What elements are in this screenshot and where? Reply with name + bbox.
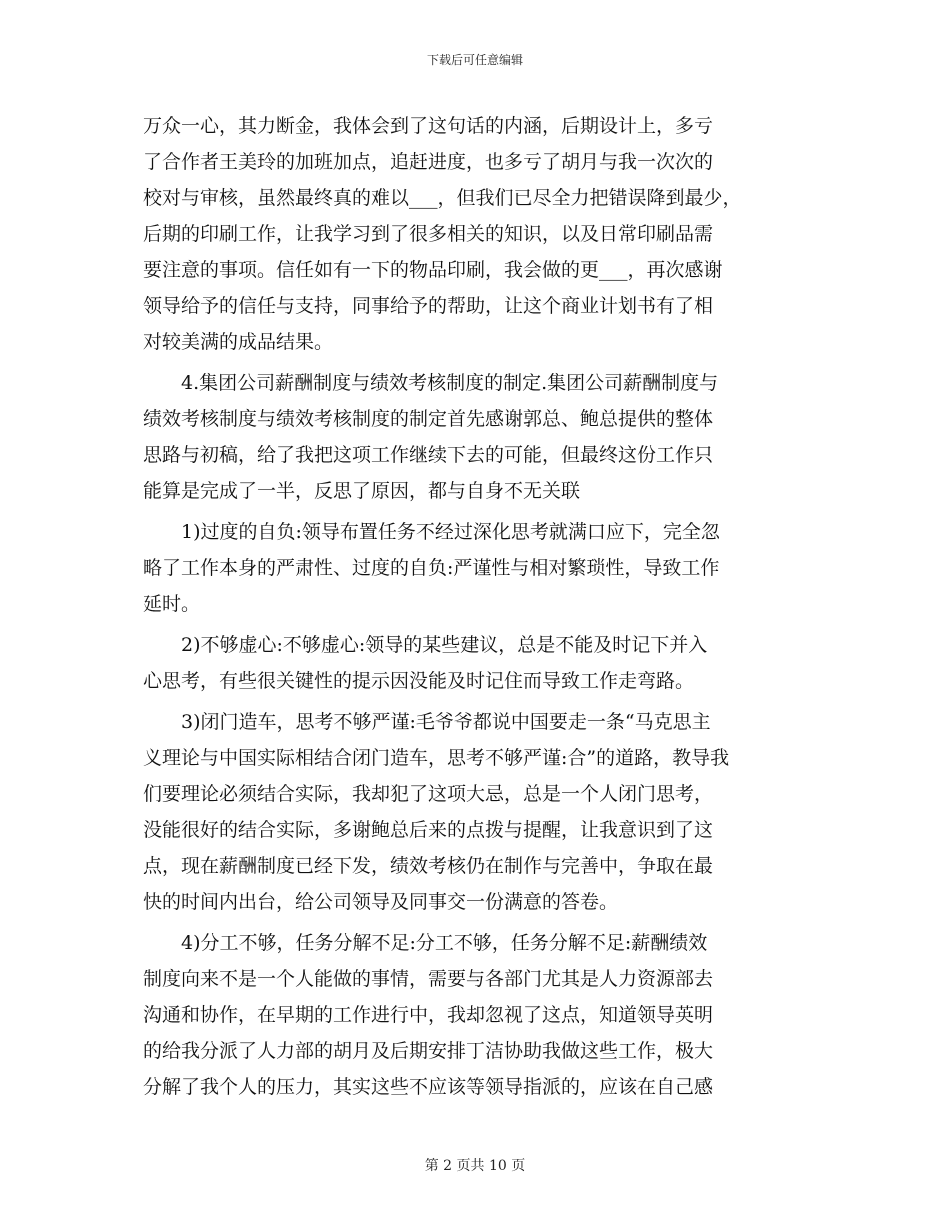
paragraph-line: 了合作者王美玲的加班加点，追赶进度，也多亏了胡月与我一次次的 — [143, 151, 714, 173]
paragraph — [143, 925, 818, 1105]
paragraph-line: 略了工作本身的严肃性、过度的自负:严谨性与相对繁琐性，导致工作 — [143, 557, 720, 579]
paragraph-line: 3)闭门造车，思考不够严谨:毛爷爷都说中国要走一条“马克思主 — [181, 711, 711, 733]
paragraph-line: 沟通和协作，在早期的工作进行中，我却忽视了这点，知道领导英明 — [143, 1004, 714, 1026]
paragraph-line: 分解了我个人的压力，其实这些不应该等领导指派的，应该在自己感 — [143, 1076, 714, 1098]
paragraph-line: 1)过度的自负:领导布置任务不经过深化思考就满口应下，完全忽 — [181, 521, 720, 543]
paragraph-line: 绩效考核制度与绩效考核制度的制定首先感谢郭总、鲍总提供的整体 — [143, 408, 714, 430]
paragraph-line: 心思考，有些很关键性的提示因没能及时记住而导致工作走弯路。 — [143, 670, 695, 692]
paragraph-line: 4.集团公司薪酬制度与绩效考核制度的制定.集团公司薪酬制度与 — [181, 372, 719, 394]
paragraph — [143, 704, 818, 920]
paragraph-line: 思路与初稿，给了我把这项工作继续下去的可能，但最终这份工作只 — [143, 444, 714, 466]
paragraph-line: 对较美满的成品结果。 — [143, 331, 334, 353]
document-body — [143, 108, 818, 1110]
paragraph-line: 要注意的事项。信任如有一下的物品印刷，我会做的更___，再次感谢 — [143, 259, 723, 281]
paragraph — [143, 627, 818, 699]
paragraph-line: 义理论与中国实际相结合闭门造车，思考不够严谨:合”的道路，教导我 — [143, 747, 730, 769]
paragraph-line: 延时。 — [143, 593, 201, 615]
page-number: 第 2 页共 10 页 — [424, 1158, 526, 1174]
paragraph-line: 们要理论必须结合实际，我却犯了这项大忌，总是一个人闭门思考， — [143, 783, 714, 805]
paragraph — [143, 514, 818, 622]
paragraph — [143, 365, 818, 509]
paragraph-line: 4)分工不够，任务分解不足:分工不够，任务分解不足:薪酬绩效 — [181, 932, 708, 954]
paragraph-line: 校对与审核，虽然最终真的难以___，但我们已尽全力把错误降到最少， — [143, 187, 742, 209]
paragraph — [143, 108, 818, 360]
paragraph-line: 后期的印刷工作，让我学习到了很多相关的知识，以及日常印刷品需 — [143, 223, 714, 245]
paragraph-line: 点，现在薪酬制度已经下发，绩效考核仍在制作与完善中，争取在最 — [143, 855, 714, 877]
paragraph-line: 领导给予的信任与支持，同事给予的帮助，让这个商业计划书有了相 — [143, 295, 714, 317]
page-header: 下载后可任意编辑 — [426, 53, 523, 67]
paragraph-line: 万众一心，其力断金，我体会到了这句话的内涵，后期设计上，多亏 — [143, 115, 714, 137]
paragraph-line: 制度向来不是一个人能做的事情，需要与各部门尤其是人力资源部去 — [143, 968, 714, 990]
paragraph-line: 2)不够虚心:不够虚心:领导的某些建议，总是不能及时记下并入 — [181, 634, 708, 656]
paragraph-line: 能算是完成了一半，反思了原因，都与自身不无关联 — [143, 480, 581, 502]
paragraph-line: 没能很好的结合实际，多谢鲍总后来的点拨与提醒，让我意识到了这 — [143, 819, 714, 841]
paragraph-line: 的给我分派了人力部的胡月及后期安排丁洁协助我做这些工作，极大 — [143, 1040, 714, 1062]
paragraph-line: 快的时间内出台，给公司领导及同事交一份满意的答卷。 — [143, 891, 619, 913]
